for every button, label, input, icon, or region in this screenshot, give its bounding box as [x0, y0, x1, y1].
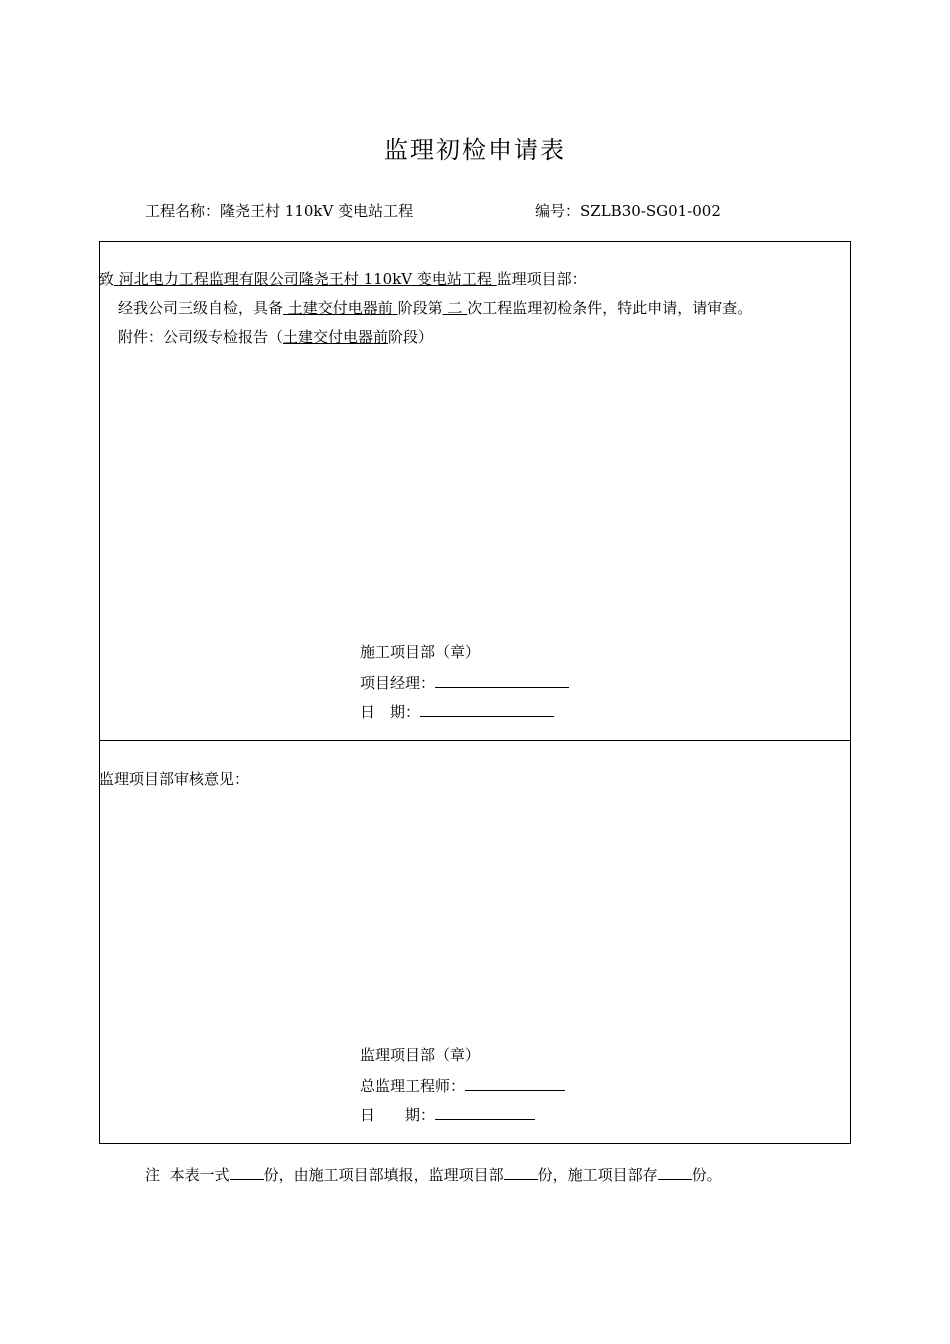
construction-dept-seal-label: 施工项目部（章）: [360, 643, 481, 661]
number-label: 编号：: [535, 202, 581, 220]
project-label: 工程名称：: [145, 202, 221, 220]
supervision-dept-seal-label: 监理项目部（章）: [360, 1046, 481, 1064]
project-manager-signature-line: [360, 672, 569, 693]
review-opinion-label: 监理项目部审核意见：: [99, 770, 250, 788]
attachment-prefix: 附件：公司级专检报告（: [118, 328, 284, 346]
supervision-date-label: 日 期：: [360, 1106, 436, 1124]
copies-total-blank[interactable]: [230, 1164, 264, 1180]
construction-date-blank[interactable]: [420, 701, 554, 717]
chief-engineer-blank[interactable]: [465, 1075, 565, 1091]
construction-date-line: [360, 701, 554, 722]
addressee-line: [99, 269, 587, 289]
chief-engineer-signature-line: [360, 1075, 565, 1096]
note-prefix: 注: [145, 1166, 161, 1184]
supervision-date-blank[interactable]: [435, 1104, 535, 1120]
note-part2: 份，由施工项目部填报，监理项目部: [263, 1166, 504, 1184]
form-number-line: [535, 201, 721, 221]
project-manager-label: 项目经理：: [360, 674, 436, 692]
body-part3: 次工程监理初检条件，特此申请，请审查。: [467, 299, 753, 317]
footer-note: [145, 1164, 722, 1185]
attachment-suffix: 阶段）: [388, 328, 434, 346]
project-name-line: [145, 201, 413, 221]
attachment-line: [118, 327, 433, 347]
chief-engineer-label: 总监理工程师：: [360, 1077, 466, 1095]
to-suffix: 监理项目部：: [496, 270, 587, 288]
number-value: SZLB30-SG01-002: [580, 202, 721, 220]
project-manager-blank[interactable]: [435, 672, 569, 688]
to-company: 河北电力工程监理有限公司隆尧王村 110kV 变电站工程: [118, 270, 492, 288]
construction-date-label: 日 期：: [360, 703, 421, 721]
note-part1: 本表一式: [169, 1166, 230, 1184]
body-part2: 阶段第: [397, 299, 443, 317]
application-body-line: [118, 298, 752, 318]
inspection-count: 二: [447, 299, 463, 317]
copies-supervision-blank[interactable]: [504, 1164, 538, 1180]
copies-construction-blank[interactable]: [658, 1164, 692, 1180]
project-name: 隆尧王村 110kV 变电站工程: [220, 202, 414, 220]
to-prefix: 致: [99, 270, 115, 288]
page-title: 监理初检申请表: [384, 136, 566, 164]
body-part1: 经我公司三级自检，具备: [118, 299, 284, 317]
stage-name: 土建交付电器前: [287, 299, 393, 317]
section-divider: [100, 740, 850, 741]
note-part3: 份，施工项目部存: [537, 1166, 658, 1184]
supervision-date-line: [360, 1104, 535, 1125]
attachment-stage: 土建交付电器前: [283, 328, 389, 346]
note-part4: 份。: [691, 1166, 722, 1184]
